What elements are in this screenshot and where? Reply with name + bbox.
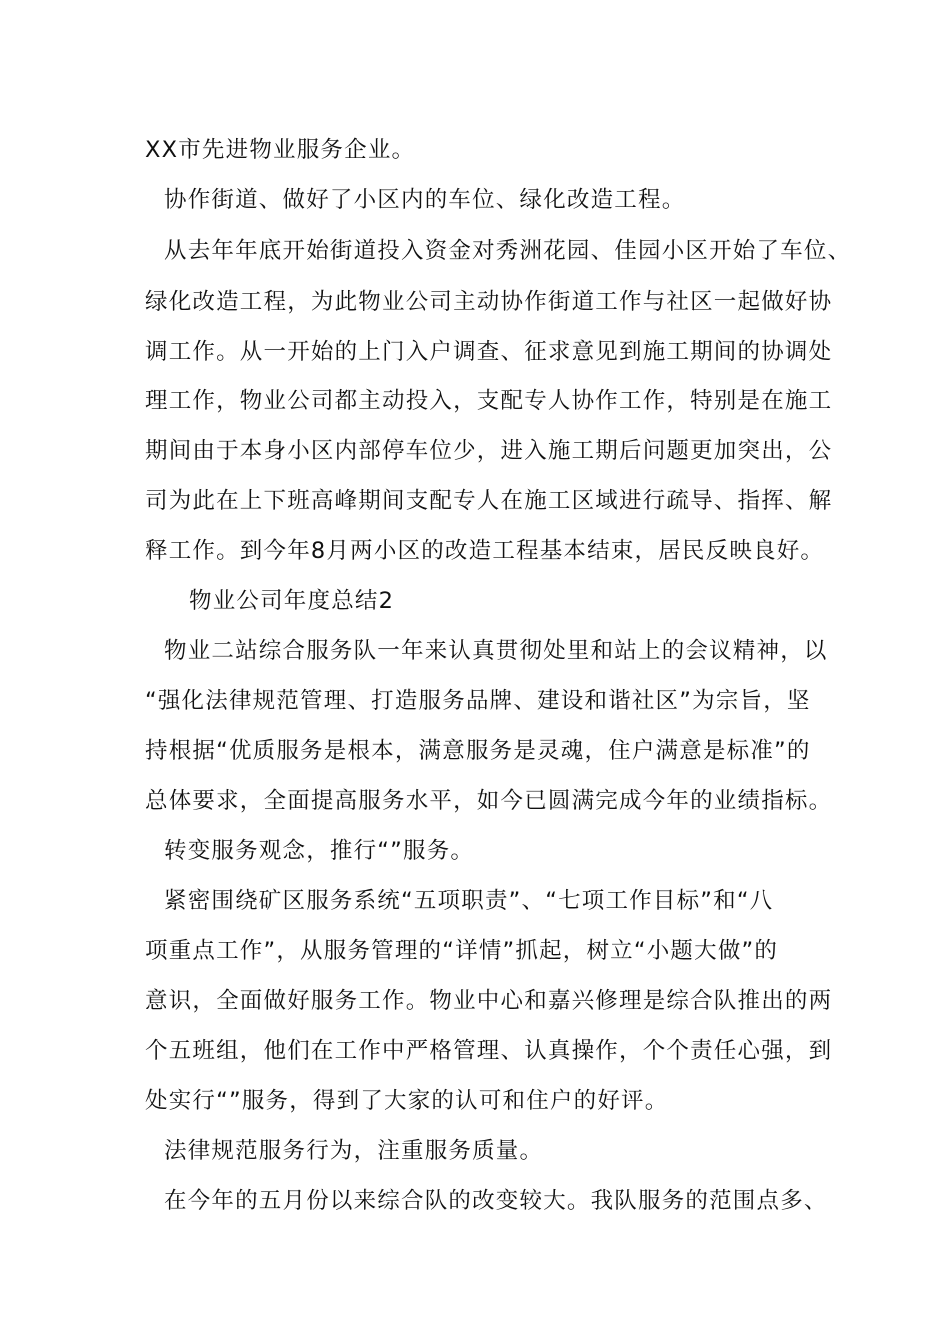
text-line: 法律规范服务行为，注重服务质量。 bbox=[164, 1138, 544, 1164]
text-line: XX市先进物业服务企业。 bbox=[145, 137, 416, 163]
text-line: 司为此在上下班高峰期间支配专人在施工区域进行疏导、指挥、解 bbox=[145, 488, 833, 514]
text-line: 持根据“优质服务是根本，满意服务是灵魂，住户满意是标准”的 bbox=[145, 738, 811, 764]
text-line: 紧密围绕矿区服务系统“五项职责”、“七项工作目标”和“八 bbox=[164, 888, 774, 914]
text-line: 在今年的五月份以来综合队的改变较大。我队服务的范围点多、 bbox=[164, 1188, 828, 1214]
text-line: 从去年年底开始街道投入资金对秀洲花园、佳园小区开始了车位、 bbox=[164, 238, 852, 264]
text-line: 绿化改造工程，为此物业公司主动协作街道工作与社区一起做好协 bbox=[145, 289, 833, 315]
text-line: 处实行“”服务，得到了大家的认可和住户的好评。 bbox=[145, 1088, 669, 1114]
text-line: “强化法律规范管理、打造服务品牌、建设和谐社区”为宗旨，坚 bbox=[145, 688, 811, 714]
section-heading: 物业公司年度总结2 bbox=[189, 588, 395, 614]
text-line: 期间由于本身小区内部停车位少，进入施工期后问题更加突出，公 bbox=[145, 438, 833, 464]
text-line: 理工作，物业公司都主动投入，支配专人协作工作，特别是在施工 bbox=[145, 388, 833, 414]
text-line: 释工作。到今年8月两小区的改造工程基本结束，居民反映良好。 bbox=[145, 538, 825, 564]
text-line: 意识，全面做好服务工作。物业中心和嘉兴修理是综合队推出的两 bbox=[145, 988, 833, 1014]
text-line: 转变服务观念，推行“”服务。 bbox=[164, 838, 475, 864]
text-line: 调工作。从一开始的上门入户调查、征求意见到施工期间的协调处 bbox=[145, 339, 833, 365]
text-line: 项重点工作”，从服务管理的“详情”抓起，树立“小题大做”的 bbox=[145, 938, 779, 964]
text-line: 总体要求，全面提高服务水平，如今已圆满完成今年的业绩指标。 bbox=[145, 788, 833, 814]
text-line: 物业二站综合服务队一年来认真贯彻处里和站上的会议精神，以 bbox=[164, 638, 828, 664]
text-line: 个五班组，他们在工作中严格管理、认真操作，个个责任心强，到 bbox=[145, 1038, 833, 1064]
text-line: 协作街道、做好了小区内的车位、绿化改造工程。 bbox=[164, 187, 686, 213]
